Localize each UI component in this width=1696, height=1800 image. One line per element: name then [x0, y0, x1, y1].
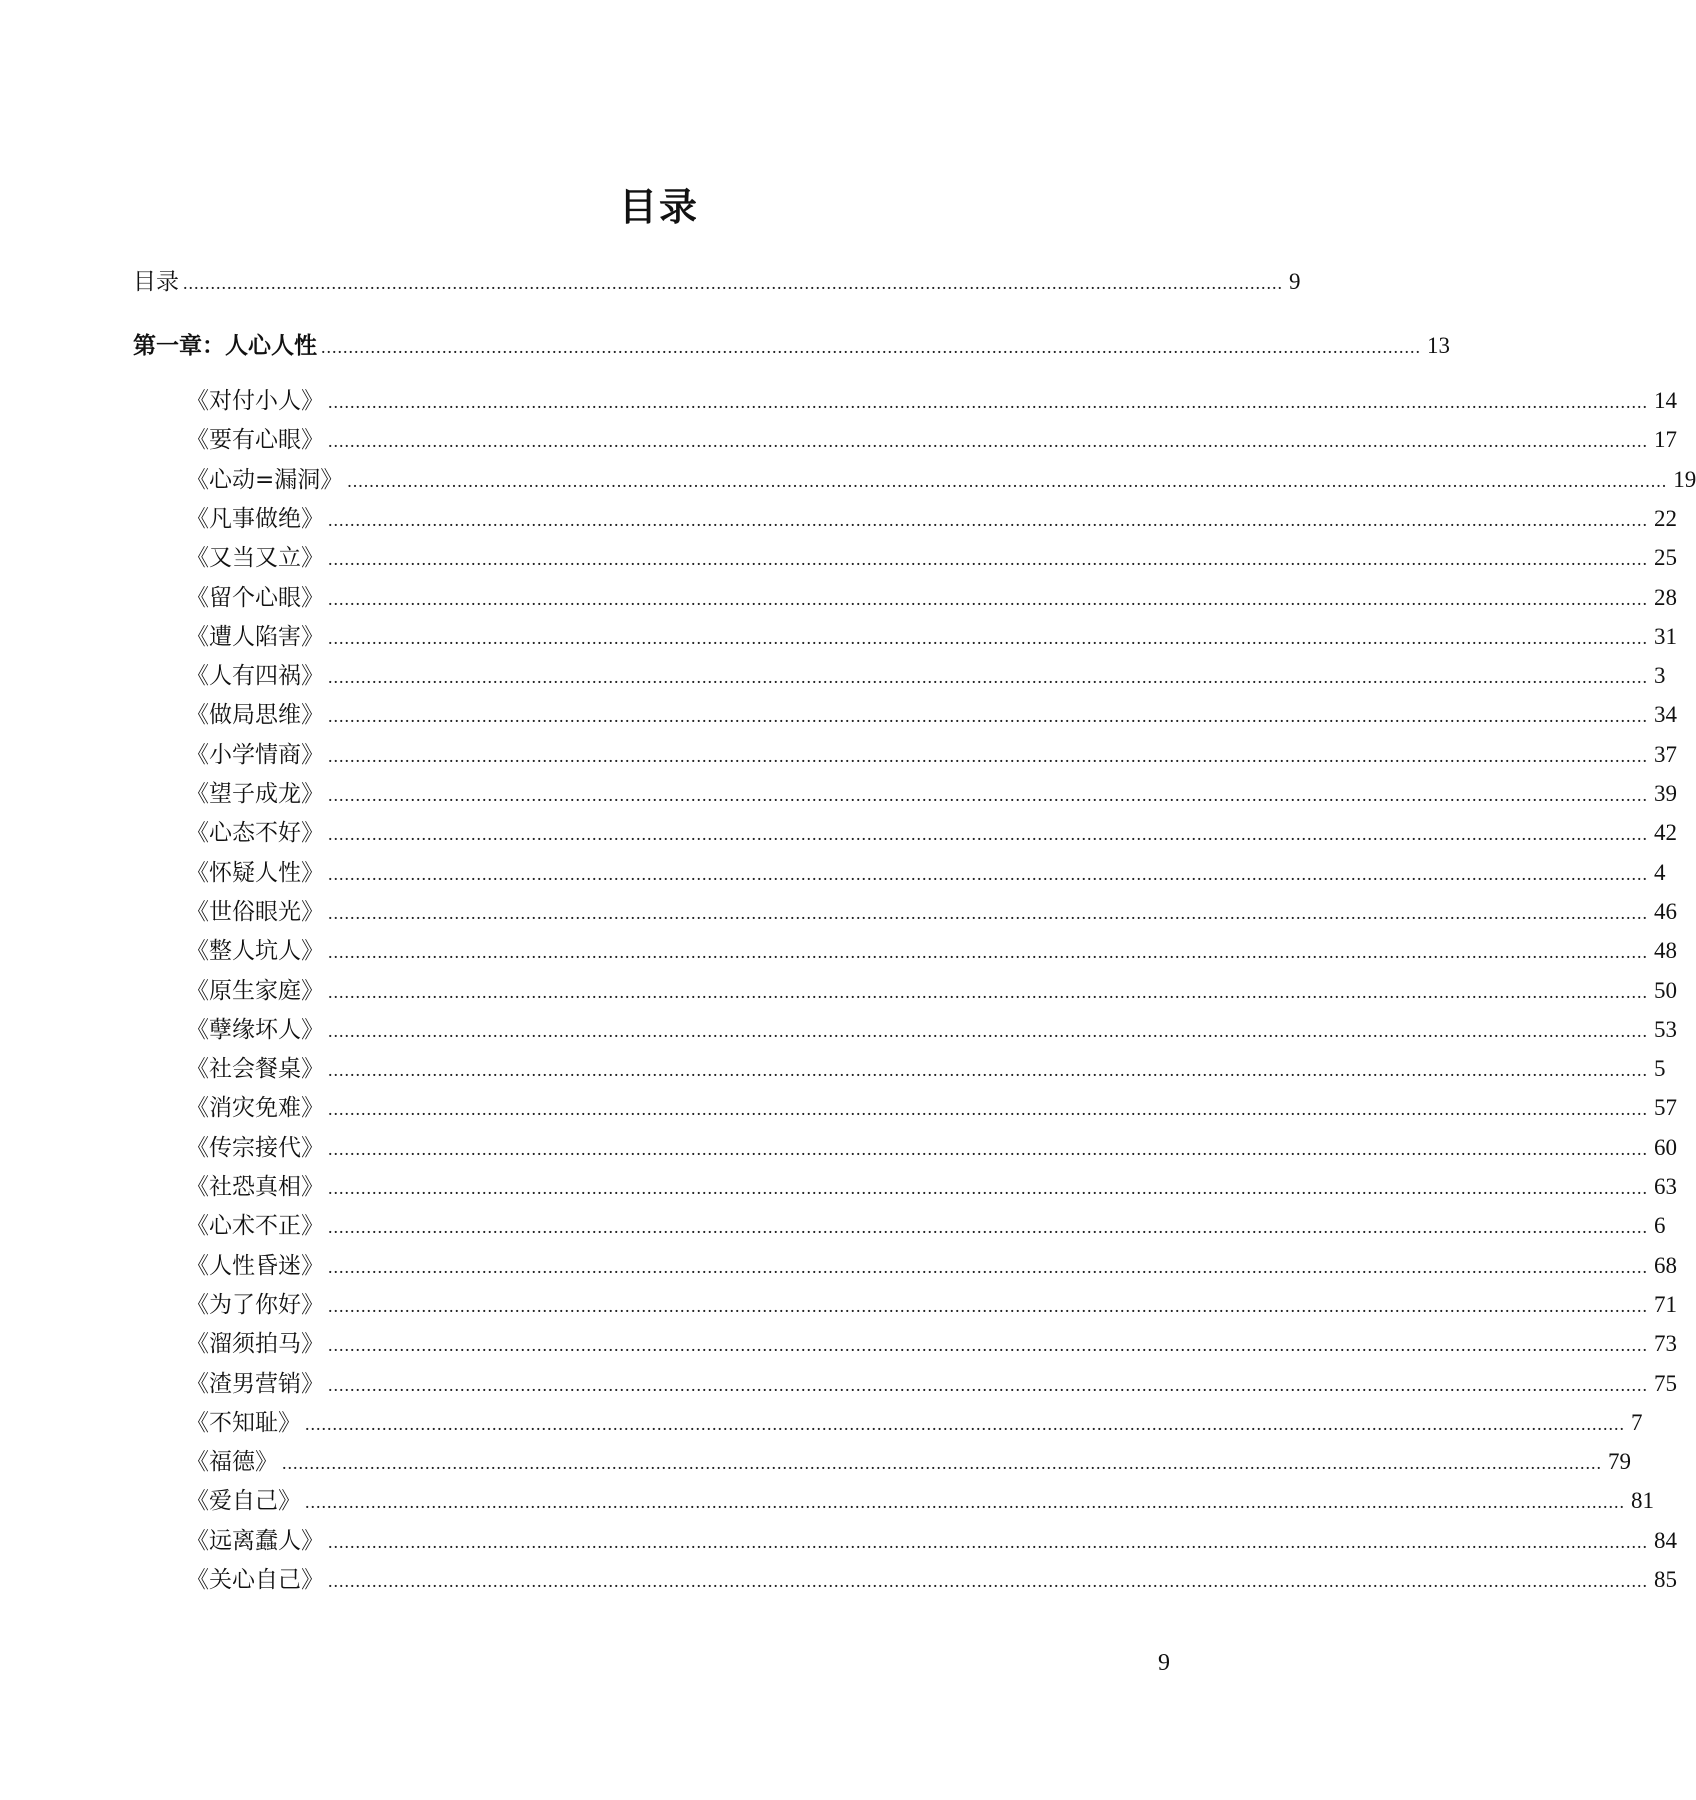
toc-entry-label: 《关心自己》	[186, 1567, 324, 1593]
dot-leader: ................................................................................................................................................................................................................................................	[328, 1139, 1648, 1159]
dot-leader: ........................................................................................................................................................................................................	[183, 273, 1283, 293]
toc-entry-label: 《心术不正》	[186, 1213, 324, 1239]
toc-entry-label: 《世俗眼光》	[186, 899, 324, 925]
toc-entry-page: 63	[1654, 1174, 1677, 1199]
dot-leader: ................................................................................................................................................................................................................................................	[328, 1060, 1648, 1080]
toc-entry-label: 《社会餐桌》	[186, 1056, 324, 1082]
toc-entry-page: 53	[1654, 1017, 1677, 1042]
toc-entry[interactable]	[186, 658, 1666, 694]
toc-entry[interactable]	[186, 776, 1677, 812]
toc-entry[interactable]	[186, 1483, 1654, 1519]
dot-leader: ................................................................................................................................................................................................................................................	[328, 1217, 1648, 1237]
dot-leader: ................................................................................................................................................................................................................................................	[282, 1453, 1602, 1473]
toc-entry[interactable]	[186, 580, 1677, 616]
toc-entry[interactable]	[186, 1169, 1677, 1205]
toc-entry[interactable]	[186, 855, 1666, 891]
dot-leader: ................................................................................................................................................................................................................................................	[305, 1414, 1625, 1434]
toc-entry-label: 《福德》	[186, 1449, 278, 1475]
page-number: 9	[1158, 1650, 1170, 1676]
toc-entry[interactable]	[186, 422, 1677, 458]
toc-entry-page: 3	[1654, 663, 1666, 688]
toc-entry-label: 《对付小人》	[186, 388, 324, 414]
toc-entry-page: 68	[1654, 1253, 1677, 1278]
toc-entry-page: 25	[1654, 545, 1677, 570]
toc-entry[interactable]	[186, 894, 1677, 930]
toc-entry-page: 37	[1654, 742, 1677, 767]
toc-entry[interactable]	[186, 1562, 1677, 1598]
toc-entry[interactable]	[186, 1208, 1666, 1244]
toc-entry-page: 42	[1654, 820, 1677, 845]
toc-entry-page: 28	[1654, 585, 1677, 610]
toc-entry[interactable]	[186, 1130, 1677, 1166]
toc-entry-label: 《整人坑人》	[186, 938, 324, 964]
dot-leader: ................................................................................................................................................................................................................................................	[328, 1571, 1648, 1591]
toc-entry-label: 《心动=漏洞》	[186, 467, 344, 493]
toc-entry[interactable]	[186, 737, 1677, 773]
toc-entry-label: 《不知耻》	[186, 1410, 301, 1436]
toc-entry-page: 6	[1654, 1213, 1666, 1238]
dot-leader: ................................................................................................................................................................................................................................................	[328, 1335, 1648, 1355]
dot-leader: ................................................................................................................................................................................................................................................	[328, 1532, 1648, 1552]
toc-entry[interactable]	[186, 933, 1677, 969]
dot-leader: ................................................................................................................................................................................................................................................	[328, 1257, 1648, 1277]
toc-entry-label: 《要有心眼》	[186, 427, 324, 453]
toc-entry[interactable]	[186, 619, 1677, 655]
dot-leader: ................................................................................................................................................................................................................................................	[328, 746, 1648, 766]
toc-entry-label: 《小学情商》	[186, 742, 324, 768]
toc-entry[interactable]	[186, 1405, 1643, 1441]
toc-entry[interactable]	[186, 1248, 1677, 1284]
dot-leader: ................................................................................................................................................................................................................................................	[328, 667, 1648, 687]
toc-entry-page: 31	[1654, 624, 1677, 649]
toc-entry-label: 《留个心眼》	[186, 585, 324, 611]
toc-entry-label: 《孽缘坏人》	[186, 1017, 324, 1043]
dot-leader: ................................................................................................................................................................................................................................................	[328, 706, 1648, 726]
dot-leader: ................................................................................................................................................................................................................................................	[328, 942, 1648, 962]
toc-entry[interactable]	[186, 1287, 1677, 1323]
toc-entry[interactable]	[186, 697, 1677, 733]
toc-entry[interactable]	[186, 1051, 1666, 1087]
toc-entry-label: 《社恐真相》	[186, 1174, 324, 1200]
toc-entry[interactable]	[186, 1326, 1677, 1362]
dot-leader: ................................................................................................................................................................................................................................................	[305, 1492, 1625, 1512]
toc-entry-label: 《望子成龙》	[186, 781, 324, 807]
dot-leader: ................................................................................................................................................................................................................................................	[328, 1178, 1648, 1198]
dot-leader: ................................................................................................................................................................................................................................................	[328, 982, 1648, 1002]
toc-entry-page: 34	[1654, 702, 1677, 727]
toc-entry-page: 22	[1654, 506, 1677, 531]
dot-leader: ................................................................................................................................................................................................................................................	[328, 431, 1648, 451]
dot-leader: ................................................................................................................................................................................................................................................	[328, 864, 1648, 884]
toc-entry-label: 《又当又立》	[186, 545, 324, 571]
toc-entry-page: 19	[1673, 467, 1696, 492]
toc-entry-label: 《人有四祸》	[186, 663, 324, 689]
toc-entry[interactable]	[186, 1090, 1677, 1126]
toc-entry-page: 84	[1654, 1528, 1677, 1553]
toc-entry-label: 《怀疑人性》	[186, 860, 324, 886]
toc-entry-label: 《心态不好》	[186, 820, 324, 846]
toc-entry[interactable]	[186, 1444, 1631, 1480]
toc-entry-page: 85	[1654, 1567, 1677, 1592]
dot-leader: ................................................................................................................................................................................................................................................	[328, 824, 1648, 844]
dot-leader: ................................................................................................................................................................................................................................................	[328, 1021, 1648, 1041]
toc-entry-label: 《做局思维》	[186, 702, 324, 728]
toc-chapter-label: 第一章：人心人性	[133, 333, 317, 359]
toc-entry-label: 目录	[133, 269, 179, 295]
toc-chapter-page: 13	[1427, 333, 1450, 358]
toc-entry-page: 39	[1654, 781, 1677, 806]
toc-entry-page: 79	[1608, 1449, 1631, 1474]
toc-entry[interactable]	[186, 973, 1677, 1009]
toc-entry-label: 《传宗接代》	[186, 1135, 324, 1161]
toc-entry-page: 71	[1654, 1292, 1677, 1317]
toc-entry-page: 5	[1654, 1056, 1666, 1081]
toc-entry-page: 75	[1654, 1371, 1677, 1396]
dot-leader: ................................................................................................................................................................................................................................................	[328, 1296, 1648, 1316]
dot-leader: ................................................................................................................................................................................................................................................	[328, 392, 1648, 412]
toc-entry-page: 81	[1631, 1488, 1654, 1513]
toc-entry-label: 《溜须拍马》	[186, 1331, 324, 1357]
dot-leader: ................................................................................................................................................................................................................................................	[328, 628, 1648, 648]
toc-entry[interactable]	[186, 1012, 1677, 1048]
toc-entry[interactable]	[186, 462, 1696, 498]
dot-leader: ........................................................................................................................................................................................................	[321, 337, 1421, 357]
toc-entry-page: 48	[1654, 938, 1677, 963]
dot-leader: ................................................................................................................................................................................................................................................	[328, 1099, 1648, 1119]
toc-entry-label: 《遭人陷害》	[186, 624, 324, 650]
dot-leader: ................................................................................................................................................................................................................................................	[328, 903, 1648, 923]
toc-chapter-heading[interactable]	[133, 328, 1450, 364]
toc-entry[interactable]	[186, 383, 1677, 419]
toc-entry-page: 60	[1654, 1135, 1677, 1160]
dot-leader: ................................................................................................................................................................................................................................................	[328, 589, 1648, 609]
toc-entry-page: 17	[1654, 427, 1677, 452]
toc-entry[interactable]	[186, 1523, 1677, 1559]
toc-entry-page: 9	[1289, 269, 1301, 294]
toc-entry[interactable]	[186, 540, 1677, 576]
toc-entry-label: 《远离蠢人》	[186, 1528, 324, 1554]
toc-entry-page: 14	[1654, 388, 1677, 413]
dot-leader: ................................................................................................................................................................................................................................................	[328, 510, 1648, 530]
toc-entry[interactable]	[186, 815, 1677, 851]
toc-entry-page: 4	[1654, 860, 1666, 885]
toc-entry-page: 73	[1654, 1331, 1677, 1356]
toc-entry-page: 7	[1631, 1410, 1643, 1435]
page-title: 目录	[618, 185, 699, 229]
toc-entry-label: 《消灾免难》	[186, 1095, 324, 1121]
toc-entry-label: 《为了你好》	[186, 1292, 324, 1318]
toc-entry-contents[interactable]	[133, 264, 1301, 300]
toc-entry[interactable]	[186, 1366, 1677, 1402]
toc-entry-label: 《凡事做绝》	[186, 506, 324, 532]
dot-leader: ................................................................................................................................................................................................................................................	[328, 1375, 1648, 1395]
dot-leader: ................................................................................................................................................................................................................................................	[347, 471, 1668, 491]
toc-entry[interactable]	[186, 501, 1677, 537]
toc-entry-label: 《原生家庭》	[186, 978, 324, 1004]
toc-entry-label: 《人性昏迷》	[186, 1253, 324, 1279]
toc-entry-page: 50	[1654, 978, 1677, 1003]
toc-entry-label: 《爱自己》	[186, 1488, 301, 1514]
toc-entry-label: 《渣男营销》	[186, 1371, 324, 1397]
dot-leader: ................................................................................................................................................................................................................................................	[328, 549, 1648, 569]
toc-entry-page: 46	[1654, 899, 1677, 924]
dot-leader: ................................................................................................................................................................................................................................................	[328, 785, 1648, 805]
toc-entry-page: 57	[1654, 1095, 1677, 1120]
